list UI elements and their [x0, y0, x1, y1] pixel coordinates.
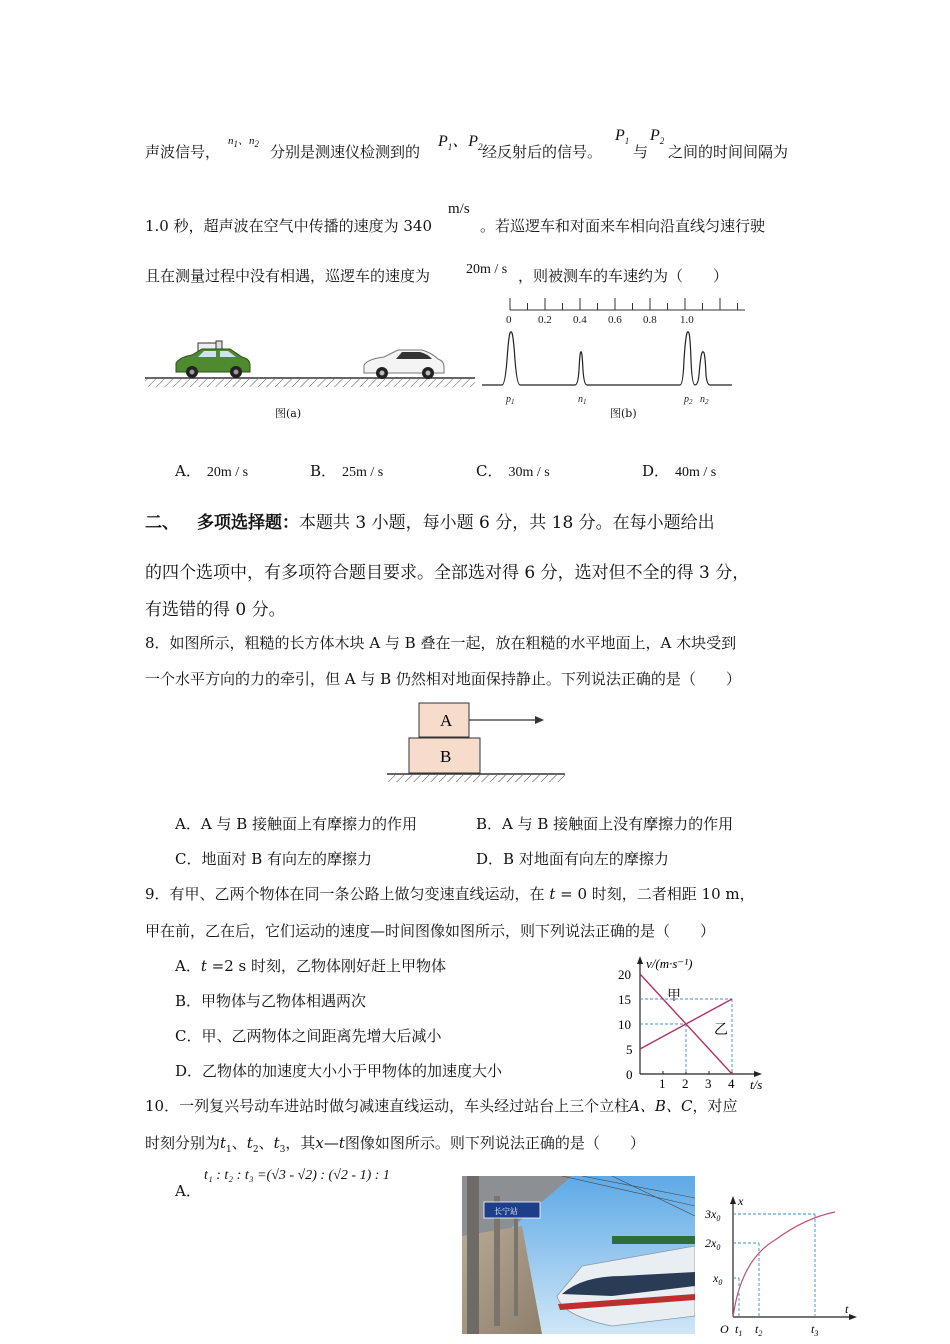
q9-line2: 甲在前，乙在后，它们运动的速度—时间图像如图所示，则下列说法正确的是（ ）: [145, 922, 716, 940]
y-tick-label-15: 15: [618, 992, 631, 1007]
xt-tlabel-t2: $t_2$: [755, 1322, 763, 1338]
station-sign-text: 长宁站: [494, 1207, 518, 1216]
q7-speed: 20m / s: [466, 262, 508, 277]
y-tick-label-0: 0: [626, 1067, 633, 1082]
xt-ylabel-2x0: $2x_0$: [705, 1236, 721, 1252]
q7-option-d[interactable]: D． 40m / s: [642, 462, 717, 480]
q8-option-d[interactable]: D．B 对地面有向左的摩擦力: [476, 850, 669, 868]
q7-P-labels: $P_1$、$P_2$: [438, 133, 483, 153]
q7-option-a[interactable]: A． 20m / s: [175, 462, 249, 480]
pulse-label-p2: $p_2$: [684, 394, 693, 406]
q10-option-a-formula: t₁ : t₂ : t₃ =(√3 - √2) : (√2 - 1) : 1: [204, 1168, 390, 1183]
q8-blocks-figure: [385, 700, 570, 785]
scale-label-4: 0.8: [643, 314, 657, 326]
q9-option-b[interactable]: B．甲物体与乙物体相遇两次: [175, 992, 367, 1010]
series-label-jia: 甲: [667, 989, 681, 1004]
q10-line1: 10．一列复兴号动车进站时做匀减速直线运动，车头经过站台上三个立柱A、B、C，对应: [145, 1097, 738, 1115]
q9-option-a[interactable]: A．t =2 s 时刻，乙物体刚好赶上甲物体: [175, 957, 446, 975]
q7-line2-b: 。若巡逻车和对面来车相向沿直线匀速行驶: [480, 217, 766, 235]
q7-line1: 声波信号，: [145, 143, 221, 161]
x-axis-label: t/s: [750, 1077, 763, 1092]
xt-ylabel-3x0: $3x_0$: [705, 1207, 721, 1223]
q7-line1-e: 之间的时间间隔为: [668, 143, 789, 161]
scale-label-0: 0: [506, 314, 512, 326]
x-tick-label-2: 2: [682, 1076, 689, 1091]
q7-option-b[interactable]: B． 25m / s: [310, 462, 384, 480]
figure-a-caption: 图(a): [275, 407, 302, 420]
pulse-label-p1: $p_1$: [506, 394, 515, 406]
y-tick-label-20: 20: [618, 967, 631, 982]
q8-line1: 8．如图所示，粗糙的长方体木块 A 与 B 叠在一起，放在粗糙的水平地面上，A 木块受到: [145, 634, 737, 652]
q8-option-c[interactable]: C．地面对 B 有向左的摩擦力: [175, 850, 373, 868]
xt-x-axis-label: t: [845, 1302, 849, 1316]
tested-car: [364, 350, 444, 379]
scale-label-5: 1.0: [680, 314, 694, 326]
xt-y-axis-label: x: [738, 1194, 744, 1208]
figure-b-caption: 图(b): [610, 407, 637, 420]
q7-unit-ms: m/s: [448, 201, 470, 217]
x-tick-label-3: 3: [705, 1076, 712, 1091]
x-tick-label-1: 1: [659, 1076, 666, 1091]
scale-label-1: 0.2: [538, 314, 552, 326]
xt-ylabel-x0: $x_0$: [713, 1271, 723, 1287]
xt-tlabel-t3: $t_3$: [811, 1322, 819, 1338]
q7-line3-b: ，则被测车的车速约为（ ）: [518, 267, 729, 285]
series-label-yi: 乙: [714, 1023, 728, 1038]
q7-n-labels: $n_1$、$n_2$: [228, 135, 259, 150]
vt-chart: [610, 948, 785, 1093]
section2-heading: 二、 多项选择题：本题共 3 小题，每小题 6 分，共 18 分。在每小题给出: [145, 513, 715, 533]
patrol-car: [176, 341, 250, 378]
q10-line2: 时刻分别为$t_1$、$t_2$、$t_3$，其x—t图像如图所示。则下列说法正确的是（ ）: [145, 1134, 645, 1155]
pulse-label-n2: $n_2$: [700, 394, 709, 406]
q7-line1-b: 分别是测速仪检测到的: [270, 143, 421, 161]
y-axis-label: v/(m·s⁻¹): [646, 956, 693, 971]
q10-option-a[interactable]: A．: [175, 1182, 201, 1200]
q8-option-a[interactable]: A．A 与 B 接触面上有摩擦力的作用: [175, 815, 417, 833]
y-tick-label-5: 5: [626, 1042, 633, 1057]
section2-text2: 的四个选项中，有多项符合题目要求。全部选对得 6 分，选对但不全的得 3 分，: [145, 563, 750, 583]
q7-P2-label: $P_2$: [650, 127, 665, 147]
scale-label-3: 0.6: [608, 314, 622, 326]
figure-a-cars: [140, 335, 480, 425]
q8-option-b[interactable]: B．A 与 B 接触面上没有摩擦力的作用: [476, 815, 734, 833]
q9-line1: 9．有甲、乙两个物体在同一条公路上做匀变速直线运动，在 t = 0 时刻，二者相距 10 m，: [145, 885, 755, 903]
q7-line3: 且在测量过程中没有相遇，巡逻车的速度为: [145, 267, 431, 285]
q7-line2: 1.0 秒，超声波在空气中传播的速度为 340: [145, 217, 433, 235]
q9-option-d[interactable]: D．乙物体的加速度大小小于甲物体的加速度大小: [175, 1062, 503, 1080]
block-a-label: A: [440, 711, 453, 730]
xt-tlabel-t1: $t_1$: [735, 1322, 743, 1338]
q9-option-c[interactable]: C．甲、乙两物体之间距离先增大后减小: [175, 1027, 442, 1045]
pulse-trace: [482, 332, 732, 385]
xt-curve: [733, 1212, 835, 1317]
scale-label-2: 0.4: [573, 314, 587, 326]
pulse-label-n1: $n_1$: [578, 394, 587, 406]
q7-option-c[interactable]: C． 30m / s: [476, 462, 550, 480]
q8-line2: 一个水平方向的力的牵引，但 A 与 B 仍然相对地面保持静止。下列说法正确的是（ ）: [145, 670, 741, 688]
y-tick-label-10: 10: [618, 1017, 631, 1032]
xt-origin: O: [720, 1322, 729, 1336]
train-station-photo: [462, 1176, 695, 1334]
section2-text3: 有选错的得 0 分。: [145, 600, 286, 620]
x-tick-label-4: 4: [728, 1076, 735, 1091]
xt-graph: [705, 1190, 865, 1338]
figure-b-signals: [480, 290, 750, 410]
q7-line1-c: 经反射后的信号。: [482, 143, 603, 161]
q7-line1-d: 与: [633, 143, 649, 161]
q7-P1-label: $P_1$: [615, 127, 630, 147]
block-b-label: B: [440, 747, 452, 766]
